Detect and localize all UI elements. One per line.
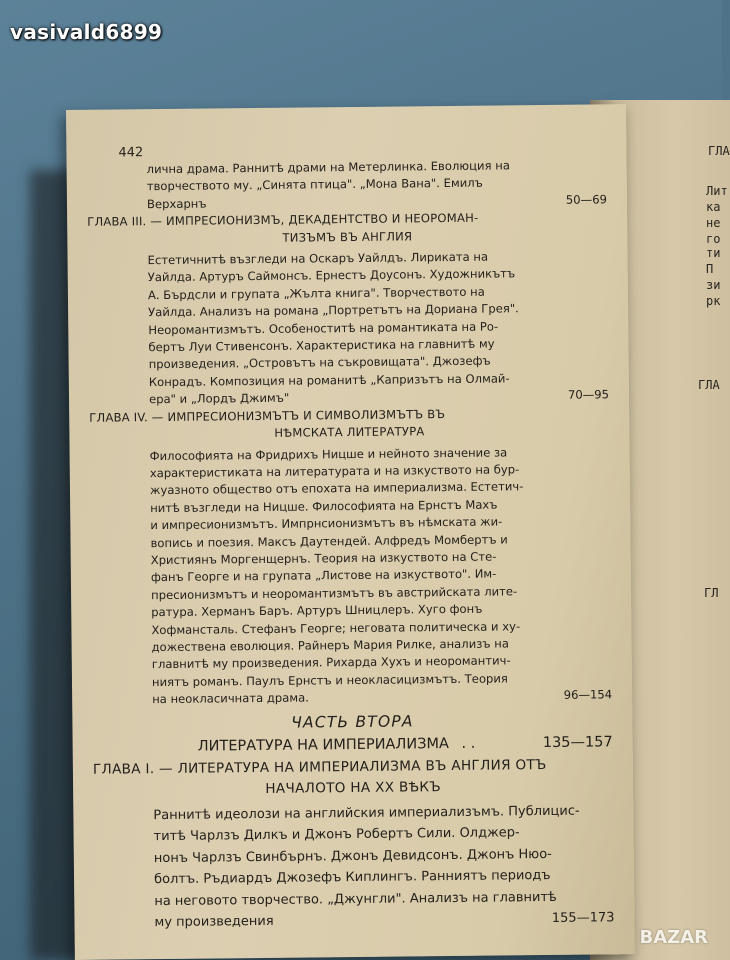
page-range: 155—173 bbox=[551, 910, 615, 927]
seller-watermark: vasivald6899 bbox=[10, 20, 163, 44]
facing-fragment: не bbox=[706, 216, 721, 230]
facing-fragment: рк bbox=[706, 294, 721, 308]
text-line: лична драма. Раннитѣ драми на Метерлинка. Еволюция на bbox=[146, 158, 510, 177]
facing-fragment: го bbox=[706, 232, 721, 246]
chapter-heading: НАЧАЛОТО НА XX ВѢКЪ bbox=[265, 778, 442, 797]
text-line: титѣ Чарлзъ Дилкъ и Джонъ Робертъ Сили. Олджер- bbox=[153, 825, 520, 845]
facing-fragment: Лит bbox=[706, 184, 728, 198]
chapter-heading: НѢМСКАТА ЛИТЕРАТУРА bbox=[274, 424, 425, 440]
text-line: А. Бърдсли и групата „Жълта книга". Творчеството на bbox=[147, 284, 485, 302]
text-line: ниятъ романъ. Паулъ Ернстъ и неокласицизмътъ. Теория bbox=[151, 671, 508, 689]
text-line: фанъ Георге и на групата „Листове на изкуството". Им- bbox=[150, 566, 497, 585]
book-page bbox=[66, 104, 635, 960]
text-line: Християнъ Моргенщернъ. Теория на изкуството на Сте- bbox=[150, 549, 497, 568]
text-line: Конрадъ. Композиция на романитѣ „Капризътъ на Олмай- bbox=[148, 371, 510, 390]
facing-fragment: ти bbox=[706, 246, 721, 260]
bazar-logo-text: BAZAR bbox=[639, 927, 708, 948]
text-line: жуазното общество отъ епохата на империализма. Естетич- bbox=[149, 479, 524, 498]
facing-fragment: ка bbox=[706, 200, 721, 214]
text-line: ратура. Херманъ Баръ. Артуръ Шницлеръ. Хуго фонъ bbox=[151, 601, 483, 620]
page-range: 135—157 bbox=[542, 733, 613, 751]
facing-fragment: ГЛА bbox=[708, 144, 730, 158]
facing-fragment: ГЛА bbox=[698, 378, 720, 392]
text-line: Уайлда. Анализъ на романа „Портретътъ на Дориана Грея". bbox=[148, 301, 519, 320]
facing-fragment: П bbox=[706, 262, 714, 276]
text-segment: му произведения bbox=[154, 913, 274, 931]
text-line: Естетичнитѣ възгледи на Оскаръ Уайлдъ. Лириката на bbox=[147, 249, 489, 268]
part-subtitle: ЛИТЕРАТУРА НА ИМПЕРИАЛИЗМА . . 135—157 bbox=[93, 731, 613, 759]
text-line bbox=[94, 907, 614, 934]
text-line: характеристиката на литературата и на изкуството на бур- bbox=[149, 462, 520, 481]
text-line: вопись и поезия. Максъ Даутендей. Алфредъ Момбертъ и bbox=[150, 531, 508, 550]
text-segment: Верхарнъ bbox=[146, 196, 207, 211]
text-line: Раннитѣ идеолози на английския империализъмъ. Публицис- bbox=[153, 803, 580, 823]
page-range: 70—95 bbox=[567, 387, 610, 403]
bazar-logo bbox=[640, 927, 709, 948]
table-of-contents bbox=[87, 156, 615, 934]
text-line: Философията на Фридрихъ Ницше и нейното значение за bbox=[149, 444, 508, 463]
part-subtitle-text: ЛИТЕРАТУРА НА ИМПЕРИАЛИЗМА bbox=[197, 735, 449, 755]
text-segment: ера" и „Лордъ Джимъ" bbox=[148, 390, 290, 407]
text-line: Неоромантизмътъ. Особеноститѣ на романтиката на Ро- bbox=[148, 319, 499, 337]
text-segment: на неокласичната драма. bbox=[152, 690, 309, 707]
text-line: нитѣ възгледи на Ницше. Философията на Ернстъ Махъ bbox=[150, 497, 498, 515]
text-line: пресионизмътъ и неоромантизмътъ въ австрийската лите- bbox=[151, 584, 518, 602]
text-line: главнитѣ му произведения. Рихарда Хухъ и неоромантич- bbox=[151, 653, 511, 672]
text-line: нонъ Чарлзъ Свинбърнъ. Джонъ Девидсонъ. Джонъ Нюо- bbox=[153, 846, 552, 866]
text-line: бертъ Луи Стивенсонъ. Характеристика на главнитѣ му bbox=[148, 336, 495, 355]
text-line: творчеството му. „Синята птица". „Мона Вана". Емилъ bbox=[146, 176, 483, 194]
text-line: и импресионизмътъ. Импрнсионизмътъ въ нѣмската жи- bbox=[150, 514, 503, 533]
chapter-heading: ТИЗЪМЪ ВЪ АНГЛИЯ bbox=[282, 229, 413, 245]
page-range: 50—69 bbox=[565, 192, 608, 207]
text-line: Хофмансталь. Стефанъ Георге; неговата политическа и ху- bbox=[151, 618, 521, 637]
chapter-heading: ГЛАВА III. — ИМПРЕСИОНИЗМЪ, ДЕКАДЕНТСТВО И НЕОРОМАН- bbox=[87, 210, 479, 230]
text-line: болтъ. Ръдиардъ Джозефъ Киплингъ. Ранниятъ периодъ bbox=[153, 868, 551, 888]
chapter-heading: ГЛАВА IV. — ИМПРЕСИОНИЗМЪТЪ И СИМВОЛИЗМЪТЪ ВЪ bbox=[89, 406, 446, 425]
text-line: Уайлда. Артуръ Саймонсъ. Ернестъ Доусонъ. Художникътъ bbox=[147, 266, 516, 285]
facing-fragment: зи bbox=[706, 278, 721, 292]
part-title: ЧАСТЬ ВТОРА bbox=[291, 711, 414, 732]
text-line: произведения. „Островътъ на съкровищата". Джозефъ bbox=[148, 354, 491, 372]
facing-fragment: ГЛ bbox=[704, 586, 719, 600]
chapter-heading: ГЛАВА I. — ЛИТЕРАТУРА НА ИМПЕРИАЛИЗМА ВЪ АНГЛИЯ ОТЪ bbox=[92, 756, 547, 778]
text-line: на неговото творчество. „Джунгли". Анализъ на главнитѣ bbox=[154, 889, 557, 909]
page-range: 96—154 bbox=[563, 687, 613, 703]
text-line: дожествена еволюция. Райнеръ Мария Рилке, анализъ на bbox=[151, 636, 509, 655]
page-number: 442 bbox=[118, 145, 144, 161]
